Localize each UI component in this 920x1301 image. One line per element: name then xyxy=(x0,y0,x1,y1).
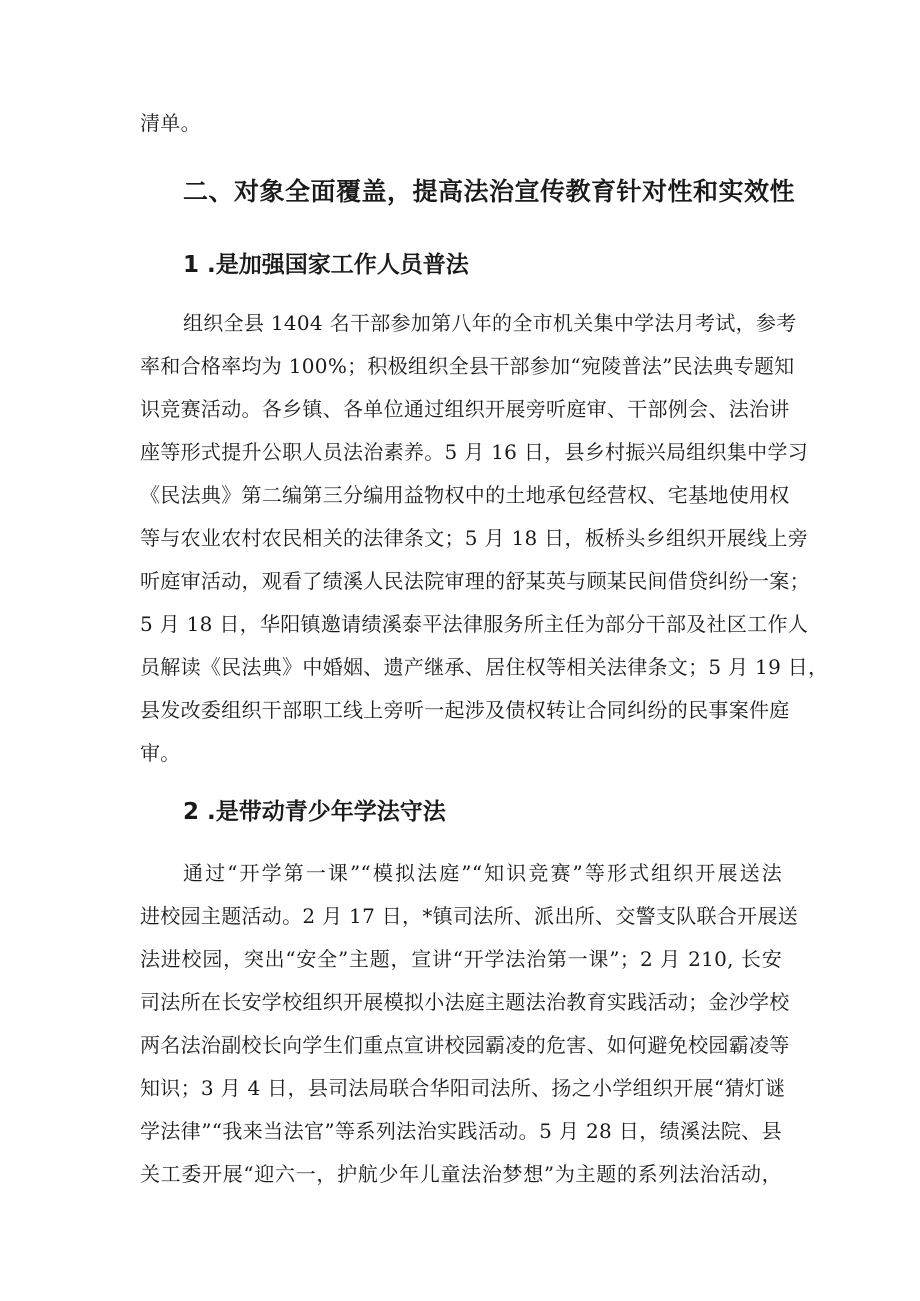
paragraph-line: 等与农业农村农民相关的法律条文；5 月 18 日，板桥头乡组织开展线上旁 xyxy=(140,526,809,550)
paragraph-line: 座等形式提升公职人员法治素养。5 月 16 日，县乡村振兴局组织集中学习 xyxy=(140,440,809,464)
subsection-heading-1: 1 .是加强国家工作人员普法 xyxy=(183,252,469,278)
paragraph-line: 学法律”“我来当法官”等系列法治实践活动。5 月 28 日，绩溪法院、县 xyxy=(140,1119,782,1143)
paragraph-line: 两名法治副校长向学生们重点宣讲校园霸凌的危害、如何避免校园霸凌等 xyxy=(140,1033,790,1057)
paragraph-line: 识竞赛活动。各乡镇、各单位通过组织开展旁听庭审、干部例会、法治讲 xyxy=(140,397,790,421)
paragraph-line: 听庭审活动，观看了绩溪人民法院审理的舒某英与顾某民间借贷纠纷一案； xyxy=(140,569,810,593)
paragraph-line: 县发改委组织干部职工线上旁听一起涉及债权转让合同纠纷的民事案件庭 xyxy=(140,698,790,722)
paragraph-line: 法进校园，突出“安全”主题，宣讲“开学法治第一课”；2 月 210, 长安 xyxy=(140,947,782,971)
paragraph-line: 组织全县 1404 名干部参加第八年的全市机关集中学法月考试，参考 xyxy=(183,311,797,335)
paragraph-line: 率和合格率均为 100%；积极组织全县干部参加“宛陵普法”民法典专题知 xyxy=(140,354,795,378)
subsection-heading-2: 2 .是带动青少年学法守法 xyxy=(183,799,446,825)
paragraph-line: 关工委开展“迎六一，护航少年儿童法治梦想”为主题的系列法治活动， xyxy=(140,1162,782,1186)
lead-fragment: 清单。 xyxy=(140,111,201,135)
paragraph-line: 知识；3 月 4 日，县司法局联合华阳司法所、扬之小学组织开展“猜灯谜 xyxy=(140,1076,786,1100)
paragraph-line: 进校园主题活动。2 月 17 日，*镇司法所、派出所、交警支队联合开展送 xyxy=(140,904,799,928)
section-heading: 二、对象全面覆盖，提高法治宣传教育针对性和实效性 xyxy=(183,177,796,206)
paragraph-line: 通过“开学第一课”“模拟法庭”“知识竞赛”等形式组织开展送法 xyxy=(183,861,782,885)
paragraph-line: 《民法典》第二编第三分编用益物权中的土地承包经营权、宅基地使用权 xyxy=(140,483,790,507)
paragraph-line: 员解读《民法典》中婚姻、遗产继承、居住权等相关法律条文；5 月 19 日， xyxy=(140,655,829,679)
paragraph-line: 司法所在长安学校组织开展模拟小法庭主题法治教育实践活动；金沙学校 xyxy=(140,990,790,1014)
paragraph-line: 审。 xyxy=(140,741,181,765)
paragraph-line: 5 月 18 日，华阳镇邀请绩溪泰平法律服务所主任为部分干部及社区工作人 xyxy=(140,612,809,636)
